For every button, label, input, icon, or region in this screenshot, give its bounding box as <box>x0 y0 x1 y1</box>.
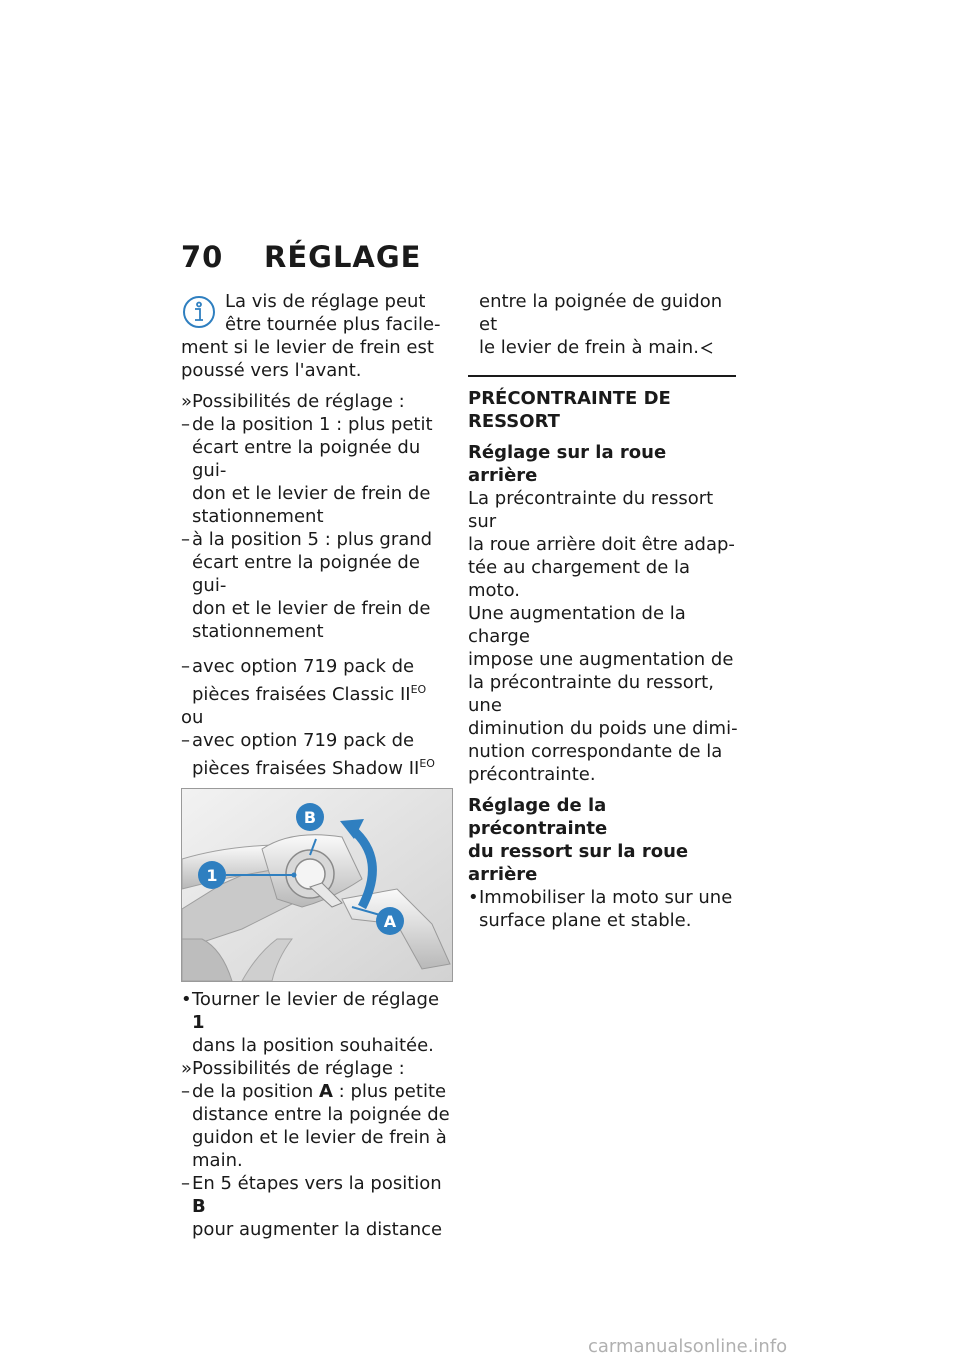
option-position-B: – En 5 étapes vers la position B pour augmenter la distance <box>181 1173 443 1240</box>
possibilities-heading-2: » Possibilités de réglage : <box>181 1058 405 1079</box>
chapter-title: RÉGLAGE <box>264 240 422 274</box>
section-title: PRÉCONTRAINTE DE RESSORT <box>468 388 671 432</box>
option-position-5: – à la position 5 : plus grand écart entre la poignée de gui- don et le levier de frein de stationnement <box>181 529 433 642</box>
page-number: 70 <box>181 240 224 274</box>
or-text: ou <box>181 707 204 728</box>
eo-superscript: EO <box>410 683 427 696</box>
watermark: carmanualsonline.info <box>588 1336 788 1357</box>
figure-label-B: B <box>303 808 317 827</box>
brake-lever-illustration <box>182 789 452 981</box>
eo-superscript: EO <box>419 757 435 770</box>
brake-lever-figure <box>181 788 453 982</box>
end-of-section-icon <box>701 342 713 354</box>
pack-classic: – avec option 719 pack de pièces fraisées Classic $II^{EO}$ <box>181 656 427 705</box>
info-icon <box>181 294 217 330</box>
figure-label-A: A <box>383 912 397 931</box>
right-column <box>468 290 738 932</box>
continued-text: entre la poignée de guidon et le levier de frein à main. <box>479 291 723 358</box>
left-column <box>181 290 453 1241</box>
section-rule <box>468 375 736 377</box>
pack-shadow: – avec option 719 pack de pièces fraisées Shadow $II^{EO}$ <box>181 730 435 779</box>
subsection-title-preload: Réglage de la précontrainte du ressort sur la roue arrière <box>468 795 689 885</box>
immobilise-step: • Immobiliser la moto sur une surface plane et stable. <box>468 887 733 931</box>
option-position-A: – de la position A : plus petite distance entre la poignée de guidon et le levier de frein à main. <box>181 1081 450 1171</box>
subsection-title-rear-wheel: Réglage sur la roue arrière <box>468 442 667 486</box>
option-position-1: – de la position 1 : plus petit écart entre la poignée du gui- don et le levier de frein de stationnement <box>181 414 433 527</box>
info-note: La vis de réglage peut être tournée plus facile- ment si le levier de frein est poussé vers l'avant. <box>181 291 441 381</box>
figure-label-1: 1 <box>206 866 218 885</box>
description-paragraph: La précontrainte du ressort sur la roue arrière doit être adap- tée au chargement de la moto. Une augmentation de la charge impose une augmentation de la précontrainte du ressort, une diminution du poids une dimi- nution correspondante de la précontrainte. <box>468 488 738 785</box>
possibilities-heading: » Possibilités de réglage : <box>181 391 405 412</box>
turn-step: • Tourner le levier de réglage 1 dans la position souhaitée. <box>181 989 440 1056</box>
